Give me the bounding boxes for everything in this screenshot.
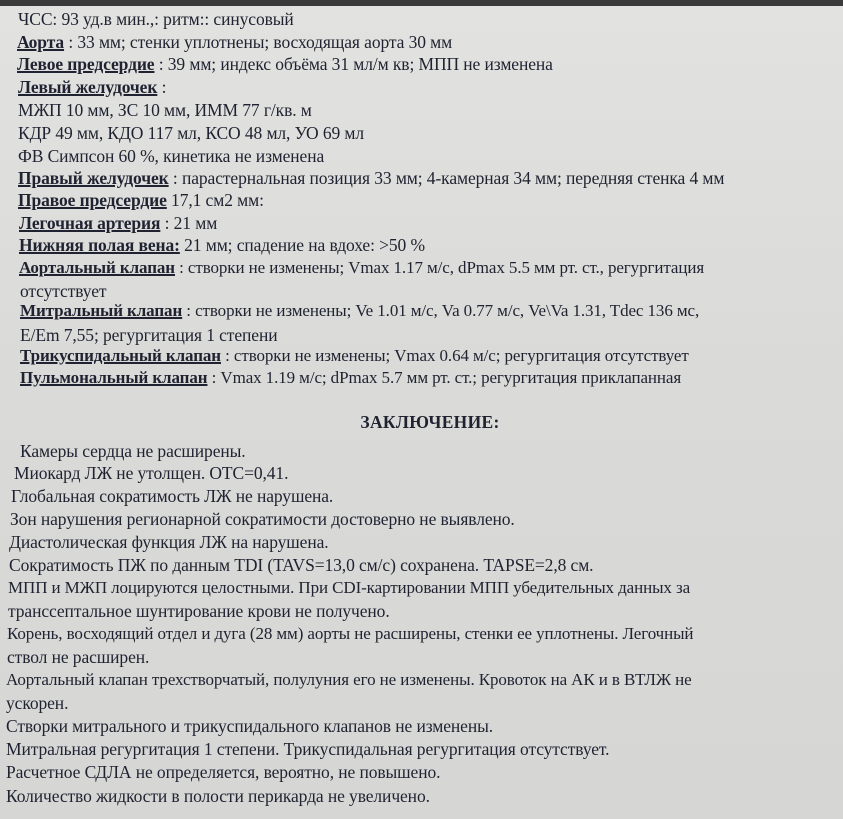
conclusion-line: транссептальное шунтирование крови не получено.: [8, 601, 390, 621]
mitral-valve-line: [20, 301, 699, 321]
left-atrium-text: : 39 мм; индекс объёма 31 мл/м кв; МПП не изменена: [154, 54, 553, 74]
tricuspid-valve-line: [20, 346, 689, 366]
lv-volume-text: КДР 49 мм, КДО 117 мл, КСО 48 мл, УО 69 мл: [18, 123, 365, 143]
pulmonary-artery-text: : 21 мм: [160, 213, 218, 233]
aortic-valve-cont-line: [20, 281, 106, 301]
conclusion-line: Митральная регургитация 1 степени. Трикуспидальная регургитация отсутствует.: [6, 739, 610, 759]
conclusion-line: Корень, восходящий отдел и дуга (28 мм) аорты не расширены, стенки ее уплотнены. Легочный: [7, 624, 694, 643]
heart-rate-text: ЧСС: 93 уд.в мин.,: ритм:: синусовый: [18, 9, 294, 29]
aortic-valve-text: : створки не изменены; Vmax 1.17 м/с, dPmax 5.5 мм рт. ст., регургитация: [175, 258, 705, 277]
aorta-text: : 33 мм; стенки уплотнены; восходящая аорта 30 мм: [64, 32, 453, 52]
aortic-valve-label: Аортальный клапан: [19, 258, 175, 277]
conclusion-line: Диастолическая функция ЛЖ на нарушена.: [9, 532, 329, 552]
conclusion-line: ускорен.: [6, 693, 69, 713]
conclusion-line: Расчетное СДЛА не определяется, вероятно, не повышено.: [6, 762, 441, 782]
aorta-label: Аорта: [17, 32, 65, 52]
page-top-edge: [0, 0, 843, 6]
right-atrium-text: 17,1 см2 мм:: [166, 190, 264, 210]
right-ventricle-line: [18, 168, 724, 188]
ejection-fraction-text: ФВ Симпсон 60 %, кинетика не изменена: [18, 146, 325, 166]
heart-rate-line: [18, 9, 294, 29]
left-ventricle-text: :: [157, 77, 167, 97]
ivc-line: [19, 235, 425, 255]
pulmonary-artery-label: Легочная артерия: [19, 213, 161, 233]
lv-wall-text: МЖП 10 мм, ЗС 10 мм, ИММ 77 г/кв. м: [18, 100, 312, 120]
ejection-fraction-line: [18, 146, 324, 166]
conclusion-line: Миокард ЛЖ не утолщен. ОТС=0,41.: [14, 463, 289, 483]
conclusion-line: Зон нарушения регионарной сократимости достоверно не выявлено.: [10, 509, 515, 529]
right-atrium-label: Правое предсердие: [18, 190, 167, 210]
conclusion-line: Количество жидкости в полости перикарда не увеличено.: [6, 786, 430, 806]
tricuspid-valve-text: : створки не изменены; Vmax 0.64 м/с; регургитация отсутствует: [221, 346, 689, 365]
mitral-valve-text: : створки не изменены; Ve 1.01 м/с, Va 0.77 м/с, Ve\Va 1.31, Tdec 136 мс,: [182, 301, 700, 320]
pulmonary-valve-label: Пульмональный клапан: [20, 368, 208, 387]
mitral-valve-label: Митральный клапан: [20, 301, 183, 320]
left-ventricle-label: Левый желудочек: [18, 77, 158, 97]
conclusion-line: Камеры сердца не расширены.: [20, 441, 246, 461]
mitral-valve-cont-line: [20, 325, 277, 345]
pulmonary-valve-text: : Vmax 1.19 м/с; dPmax 5.7 мм рт. ст.; регургитация приклапанная: [207, 368, 682, 387]
ivc-text: 21 мм; спадение на вдохе: >50 %: [179, 235, 425, 255]
aortic-valve-cont-text: отсутствует: [20, 281, 107, 301]
conclusion-line: Глобальная сократимость ЛЖ не нарушена.: [11, 486, 334, 506]
aorta-line: [17, 32, 452, 52]
tricuspid-valve-label: Трикуспидальный клапан: [20, 346, 221, 365]
right-atrium-line: [18, 190, 264, 210]
conclusion-line: Створки митрального и трикуспидального клапанов не изменены.: [6, 716, 494, 736]
conclusion-heading: ЗАКЛЮЧЕНИЕ:: [360, 412, 500, 432]
left-atrium-line: [17, 54, 553, 74]
aortic-valve-line: [19, 258, 704, 278]
left-ventricle-line: [18, 77, 166, 97]
conclusion-line: Сократимость ПЖ по данным TDI (TAVS=13,0 см/с) сохранена. TAPSE=2,8 см.: [9, 555, 594, 575]
right-ventricle-label: Правый желудочек: [18, 168, 169, 188]
lv-volume-line: [18, 123, 364, 143]
lv-wall-line: [18, 100, 312, 120]
mitral-valve-cont-text: E/Em 7,55; регургитация 1 степени: [20, 325, 278, 345]
right-ventricle-text: : парастернальная позиция 33 мм; 4-камерная 34 мм; передняя стенка 4 мм: [168, 168, 725, 188]
pulmonary-artery-line: [19, 213, 217, 233]
ivc-label: Нижняя полая вена:: [19, 235, 180, 255]
conclusion-line: МПП и МЖП лоцируются целостными. При CDI-картировании МПП убедительных данных за: [8, 578, 691, 597]
left-atrium-label: Левое предсердие: [17, 54, 155, 74]
conclusion-line: Аортальный клапан трехстворчатый, полулуния его не изменены. Кровоток на АК и в ВТЛЖ не: [6, 670, 692, 689]
conclusion-line: ствол не расширен.: [7, 647, 150, 667]
pulmonary-valve-line: [20, 368, 681, 388]
